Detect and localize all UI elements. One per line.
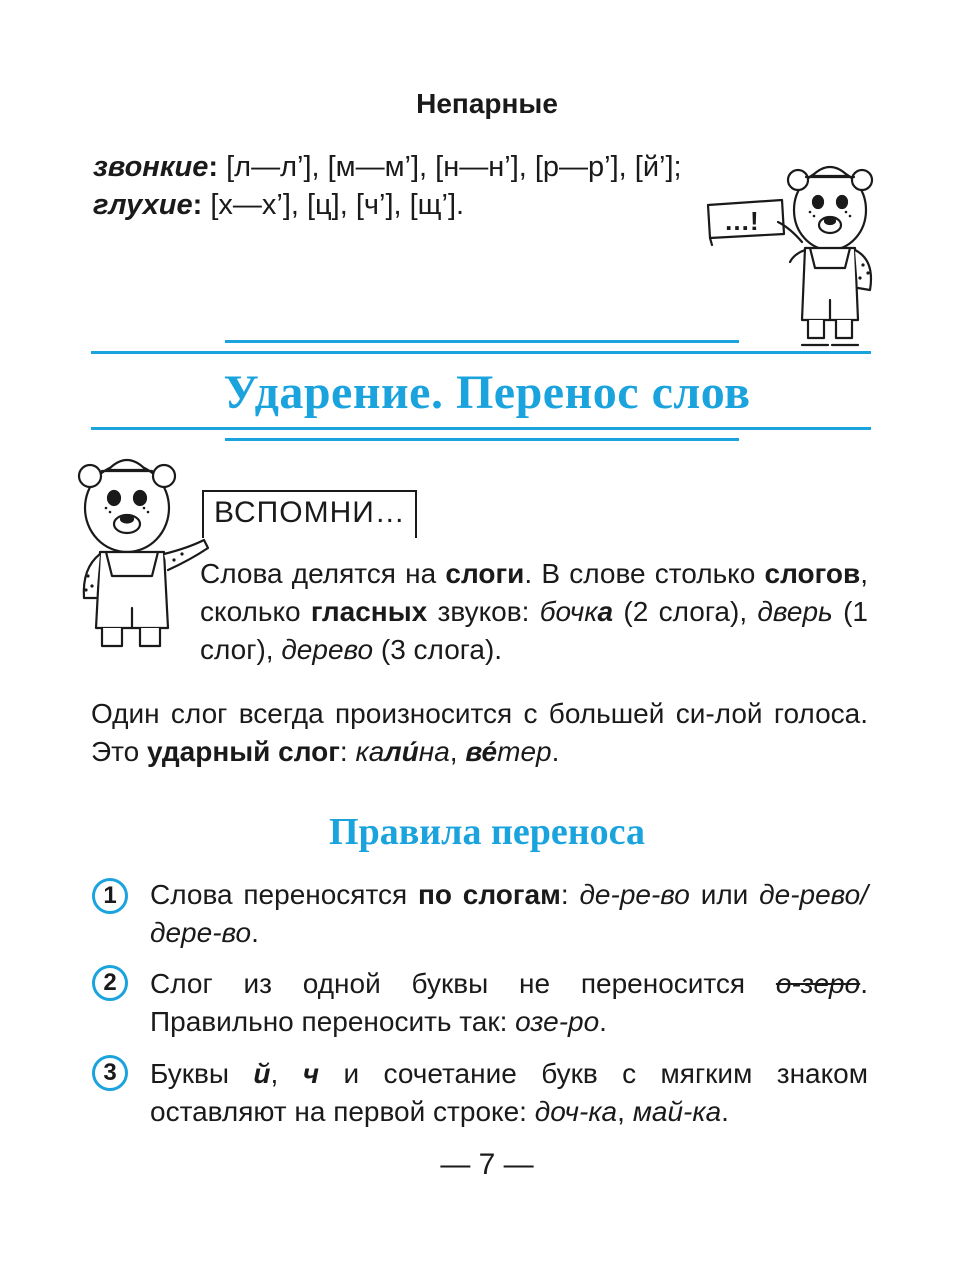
- rule-1-text: Слова переносятся по слогам: де-ре-во или де-рево/дере-во.: [150, 879, 869, 948]
- rule-3-text: Буквы й, ч и сочетание букв с мягким знаком оставляют на первой строке: доч-ка, май-ка.: [150, 1058, 868, 1127]
- rule-2-text: Слог из одной буквы не переносится о-зеро. Правильно переносить так: озе-ро.: [150, 968, 868, 1037]
- title-rule-top-short: [225, 340, 739, 343]
- title-rule-top-long: [91, 351, 871, 354]
- title-rule-bottom-short: [225, 438, 739, 441]
- stress-paragraph: Один слог всегда произносится с большей си-лой голоса. Это ударный слог: кали́на, ве́тер.: [91, 698, 868, 767]
- page-number: — 7 —: [440, 1148, 534, 1181]
- bear-sign-text: …!: [724, 206, 759, 236]
- bear-with-sign-illustration: [690, 150, 890, 355]
- rule-2-number-badge: 2: [92, 965, 128, 1001]
- voiced-sounds: [л—л’], [м—м’], [н—н’], [р—р’], [й’];: [218, 151, 682, 183]
- rule-3-number-badge: 3: [92, 1055, 128, 1091]
- voiceless-consonants-line: глухие: [х—х’], [ц], [ч’], [щ’].: [93, 189, 465, 221]
- wrong-hyphenation-example: о-зеро: [775, 968, 861, 999]
- voiceless-label: глухие: [93, 189, 193, 221]
- voiced-label: звонкие: [93, 151, 209, 183]
- subsection-title: Правила переноса: [329, 811, 645, 853]
- title-rule-bottom-long: [91, 427, 871, 430]
- rule-1-number-badge: 1: [92, 878, 128, 914]
- syllables-paragraph: Слова делятся на слоги. В слове столько слогов, сколько гласных звуков: бочка (2 слога), дверь (1 слог), дерево (3 слога).: [200, 558, 868, 665]
- voiced-consonants-line: звонкие: [л—л’], [м—м’], [н—н’], [р—р’], [й’];: [93, 151, 682, 183]
- section-title: Ударение. Перенос слов: [223, 366, 751, 419]
- voiceless-sounds: [х—х’], [ц], [ч’], [щ’].: [202, 189, 465, 221]
- bear-pointing-illustration: [72, 448, 212, 658]
- remember-label: ВСПОМНИ…: [214, 496, 406, 529]
- unpaired-heading: Непарные: [416, 88, 558, 119]
